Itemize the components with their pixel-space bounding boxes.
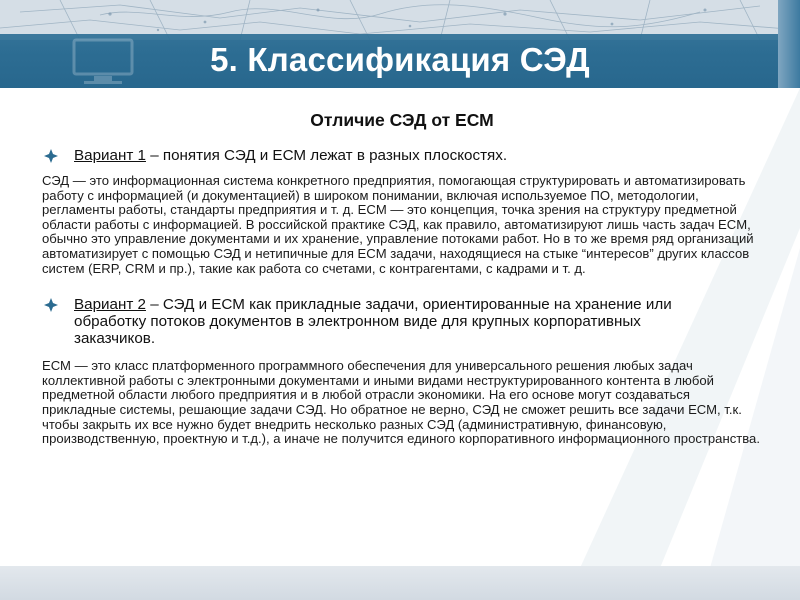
bullet-body: – понятия СЭД и ЕСМ лежат в разных плоскостях. bbox=[145, 147, 508, 164]
bullet-variant-2 bbox=[42, 296, 762, 347]
footer-band bbox=[0, 566, 800, 600]
bullet-text bbox=[74, 147, 507, 164]
paragraph-variant-2: ЕСМ — это класс платформенного программного обеспечения для универсального решения любых задач коллективной работы с электронными документами и иными видами неструктурированного контента в любой предметной области любого предприятия и в любой отрасли экономики. На его основе могут создаваться прикладные системы, решающие задачи СЭД. Но обратное не верно, СЭД не сможет решить все задачи ЕСМ, т.к. чтобы закрыть их все нужно будет внедрить несколько разных СЭД (административную, финансовую, производственную, проектную и т.д.), а иначе не получится единого корпоративного информационного пространства. bbox=[42, 358, 760, 447]
bullet-label: Вариант 1 bbox=[74, 147, 146, 164]
diamond-bullet-icon bbox=[42, 149, 60, 163]
slide-header bbox=[0, 0, 800, 88]
bullet-text bbox=[74, 296, 674, 347]
bullet-label: Вариант 2 bbox=[74, 296, 146, 314]
bullet-variant-1 bbox=[42, 147, 762, 164]
slide-content bbox=[42, 110, 762, 447]
diamond-bullet-icon bbox=[42, 298, 60, 312]
slide-subtitle: Отличие СЭД от ЕСМ bbox=[310, 110, 494, 130]
bullet-body: – СЭД и ЕСМ как прикладные задачи, ориентированные на хранение или обработку потоков документов в электронном виде для крупных корпоративных заказчиков. bbox=[74, 296, 672, 348]
page-title: 5. Классификация СЭД bbox=[210, 41, 590, 78]
paragraph-variant-1: СЭД — это информационная система конкретного предприятия, помогающая структурировать и автоматизировать работу с информацией (и документацией) в широком понимании, включая используемое ПО, методологии, регламенты работы, стандарты предприятия и т. д. ECM — это концепция, точка зрения на структуру предметной области работы с информацией. В российской практике СЭД, как правило, автоматизируют лишь часть задач ECM, обычно это управление документами и их хранение, управление потоками работ. Но в то же время ряд организаций автоматизирует с помощью СЭД и нетипичные для ECM задачи, находящиеся на стыке “интересов” других классов систем (ERP, CRM и пр.), такие как работа со счетами, с контрагентами, с кадрами и т. д. bbox=[42, 173, 754, 276]
